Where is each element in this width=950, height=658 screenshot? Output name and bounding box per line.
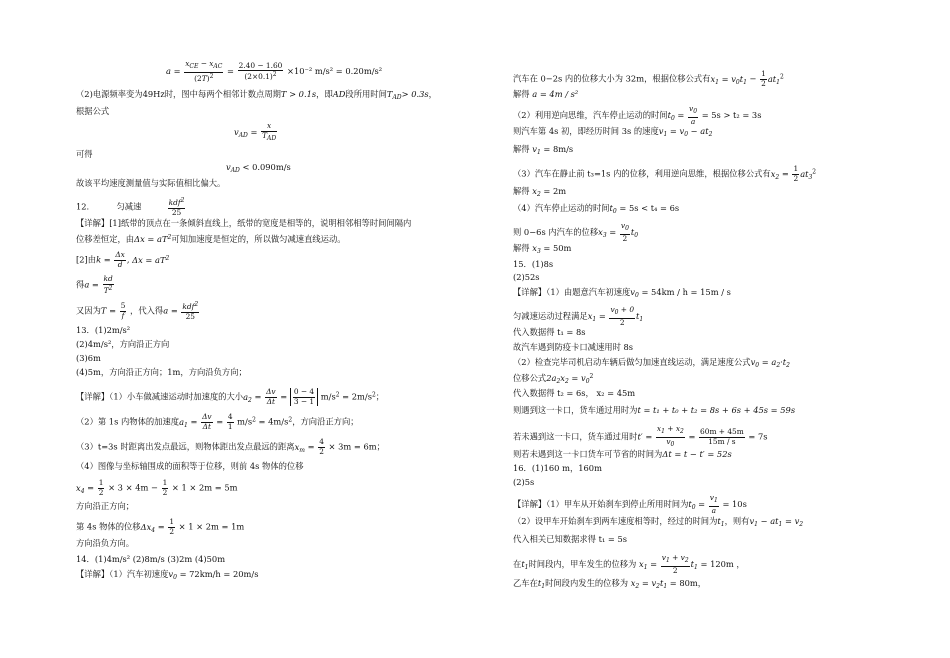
text-line: （4）汽车停止运动的时间$t_0 = 5s < t_4 = 6s$ <box>513 203 680 215</box>
answer-13-4: (4)5m，方向沿正方向；1m，方向沿负方向； <box>76 367 247 377</box>
text-line: 位移差恒定，由$\Delta x = aT^2$可知加速度是恒定的，所以做匀减速直线运动。 <box>76 234 346 244</box>
text-line: 匀减速运动过程满足$x_1$ = $\frac{v_0 + 0}{2}$ $t_1$ <box>513 305 644 327</box>
text-line: 则 0−6s 内汽车的位移$x_3$ = $\frac{v_0}{2}$ $t_0$ <box>513 221 639 243</box>
text-line: 代入相关已知数据求得 t₁ = 5s <box>513 534 628 544</box>
text-line: 第 4s 物体的位移$\Delta x_4$ = $\frac{1}{2}$ × 1 × 2m = 1m <box>76 517 245 536</box>
formula-x4: $x_4$ = $\frac{1}{2}$ × 3 × 4m − $\frac{1}{2}$ × 1 × 2m = 5m <box>76 478 238 497</box>
text-line: 可得 <box>76 149 93 159</box>
text-line: 方向沿负方向。 <box>76 538 135 548</box>
formula-vad: $v_{AD}$ = $\frac{x}{T_{AD}}$ <box>234 121 277 142</box>
text-line: 【详解】（1）小车做减速运动时加速度的大小$a_2$ = $\frac{\Delta v}{\Delta t}$ = $\frac{0 - 4}{3 - 1}$ $m/s^2 = 2m/s^2$； <box>76 387 385 406</box>
text-line: 汽车在 0−2s 内的位移大小为 32m，根据位移公式有$x_1 = v_0t_1$ − $\frac{1}{2}$ $at_1^2$ <box>513 69 784 88</box>
text-line: 若未遇到这一卡口，货车通过用时t′ = $\frac{x_1 + x_2}{v_0}$ = $\frac{60m + 45m}{15m / s}$ = 7s <box>513 424 768 448</box>
text-line: 又因为T = $\frac{5}{f}$ ，代入得a = $\frac{kdf^2}{25}$ <box>76 301 199 321</box>
text-line: 代入数据得 t₂ = 6s， x₂ = 45m <box>513 388 636 398</box>
text-line: 在$t_1$时间段内，甲车发生的位移为 $x_1$ = $\frac{v_1 + v_2}{2}$ $t_1 = 120m$ ， <box>513 553 745 575</box>
answer-16-2: (2)5s <box>513 477 535 487</box>
text-line: 则汽车第 4s 初，即经历时间 3s 的速度$v_1 = v_0 - at_2$ <box>513 126 713 138</box>
text-line: 故该平均速度测量值与实际值相比偏大。 <box>76 178 226 188</box>
text-line: （4）图像与坐标轴围成的面积等于位移，则前 4s 物体的位移 <box>76 461 304 471</box>
text-line: （3）汽车在静止前 t₃=1s 内的位移，利用逆向思维，根据位移公式有$x_2$ = $\frac{1}{2}$ $at_3^2$ <box>513 164 817 183</box>
text-line: 解得 $x_2 = 2m$ <box>513 186 567 198</box>
answer-15-2: (2)52s <box>513 272 540 282</box>
answer-13-3: (3)6m <box>76 353 101 363</box>
text-line: 解得 $x_3 = 50m$ <box>513 243 572 255</box>
text-line: 得a = $\frac{kd}{T^2}$ <box>76 274 113 295</box>
text-line: 【详解】[1]纸带的顶点在一条倾斜直线上，纸带的宽度是相等的，说明相邻相等时间间隔内 <box>76 218 412 228</box>
answer-14: 14．(1)4m/s² (2)8m/s (3)2m (4)50m <box>76 554 226 564</box>
answer-16-1: 16．(1)160 m，160m <box>513 463 602 473</box>
text-line: （2）设甲车开始刹车到两车速度相等时，经过的时间为$t_1$，则有$v_1 - at_1 = v_2$ <box>513 516 804 528</box>
text-line: 【详解】（1）汽车初速度$v_0 = 72km/h = 20m/s$ <box>76 569 259 581</box>
text-line: 【详解】（1）甲车从开始刹车到停止所用时间为$t_0$ = $\frac{v_1}{a}$ = 10s <box>513 493 747 515</box>
answer-15-1: 15．(1)8s <box>513 259 554 269</box>
answer-13-2: (2)4m/s²，方向沿正方向 <box>76 339 170 349</box>
text-line: 则遇到这一卡口，货车通过用时为t = t₁ + t₀ + t₂ = 8s + 6s + 45s = 59s <box>513 405 796 415</box>
text-line: 故汽车遇到防疫卡口减速用时 8s <box>513 342 634 352</box>
text-line: 解得 $v_1 = 8m/s$ <box>513 144 574 156</box>
text-line: （2)电源频率变为49Hz时，图中每两个相邻计数点周期T > 0.1s，即AD段所用时间$T_{AD}> 0.3s$， <box>76 89 437 101</box>
question-12: 12. 匀减速 $\frac{kdf^2}{25}$ <box>76 197 185 217</box>
text-line: [2]由k = $\frac{\Delta x}{d}$ , $\Delta x = aT^2$ <box>76 250 170 269</box>
text-line: 乙车在$t_1$时间段内发生的位移为 $x_2 = v_2t_1 = 80m$， <box>513 578 707 590</box>
text-line: 位移公式$2a_2x_2 = v_0^2$ <box>513 373 594 385</box>
answer-13-1: 13．(1)2m/s² <box>76 325 131 335</box>
formula-vad-result: $v_{AD} < 0.090m/s$ <box>226 162 291 174</box>
formula-acceleration: a = $\frac{x_{CE} - x_{AC}}{(2T)^2}$ = $\frac{2.40 - 1.60}{(2\times 0.1)^2}$ ×10⁻² m/s² = 0.20m/s² <box>166 59 383 83</box>
text-line: 解得 a = 4m / s² <box>513 89 579 99</box>
text-line: 则若未遇到这一卡口货车可节省的时间为Δt = t − t′ = 52s <box>513 449 732 459</box>
text-line: 根据公式 <box>76 106 110 116</box>
text-line: 代入数据得 t₁ = 8s <box>513 327 586 337</box>
text-line: （3）t=3s 时距离出发点最远，则物体距出发点最远的距离$x_m$ = $\frac{4}{2}$ × 3m = 6m； <box>76 437 385 456</box>
text-line: （2）利用逆向思维，汽车停止运动的时间$t_0$ = $\frac{v_0}{a}$ = 5s > t₂ = 3s <box>513 104 762 126</box>
text-line: 方向沿正方向； <box>76 501 135 511</box>
text-line: （2）检查完毕司机启动车辆后做匀加速直线运动，满足速度公式$v_0 = a_2\cdot t_2$ <box>513 357 790 369</box>
text-line: （2）第 1s 内物体的加速度$a_1$ = $\frac{\Delta v}{\Delta t}$ = $\frac{4}{1}$ $m/s^2 = 4m/s^2$，方向沿正方向； <box>76 412 359 431</box>
text-line: 【详解】（1）由题意汽车初速度$v_0 = 54km / h = 15m / s$ <box>513 287 731 299</box>
